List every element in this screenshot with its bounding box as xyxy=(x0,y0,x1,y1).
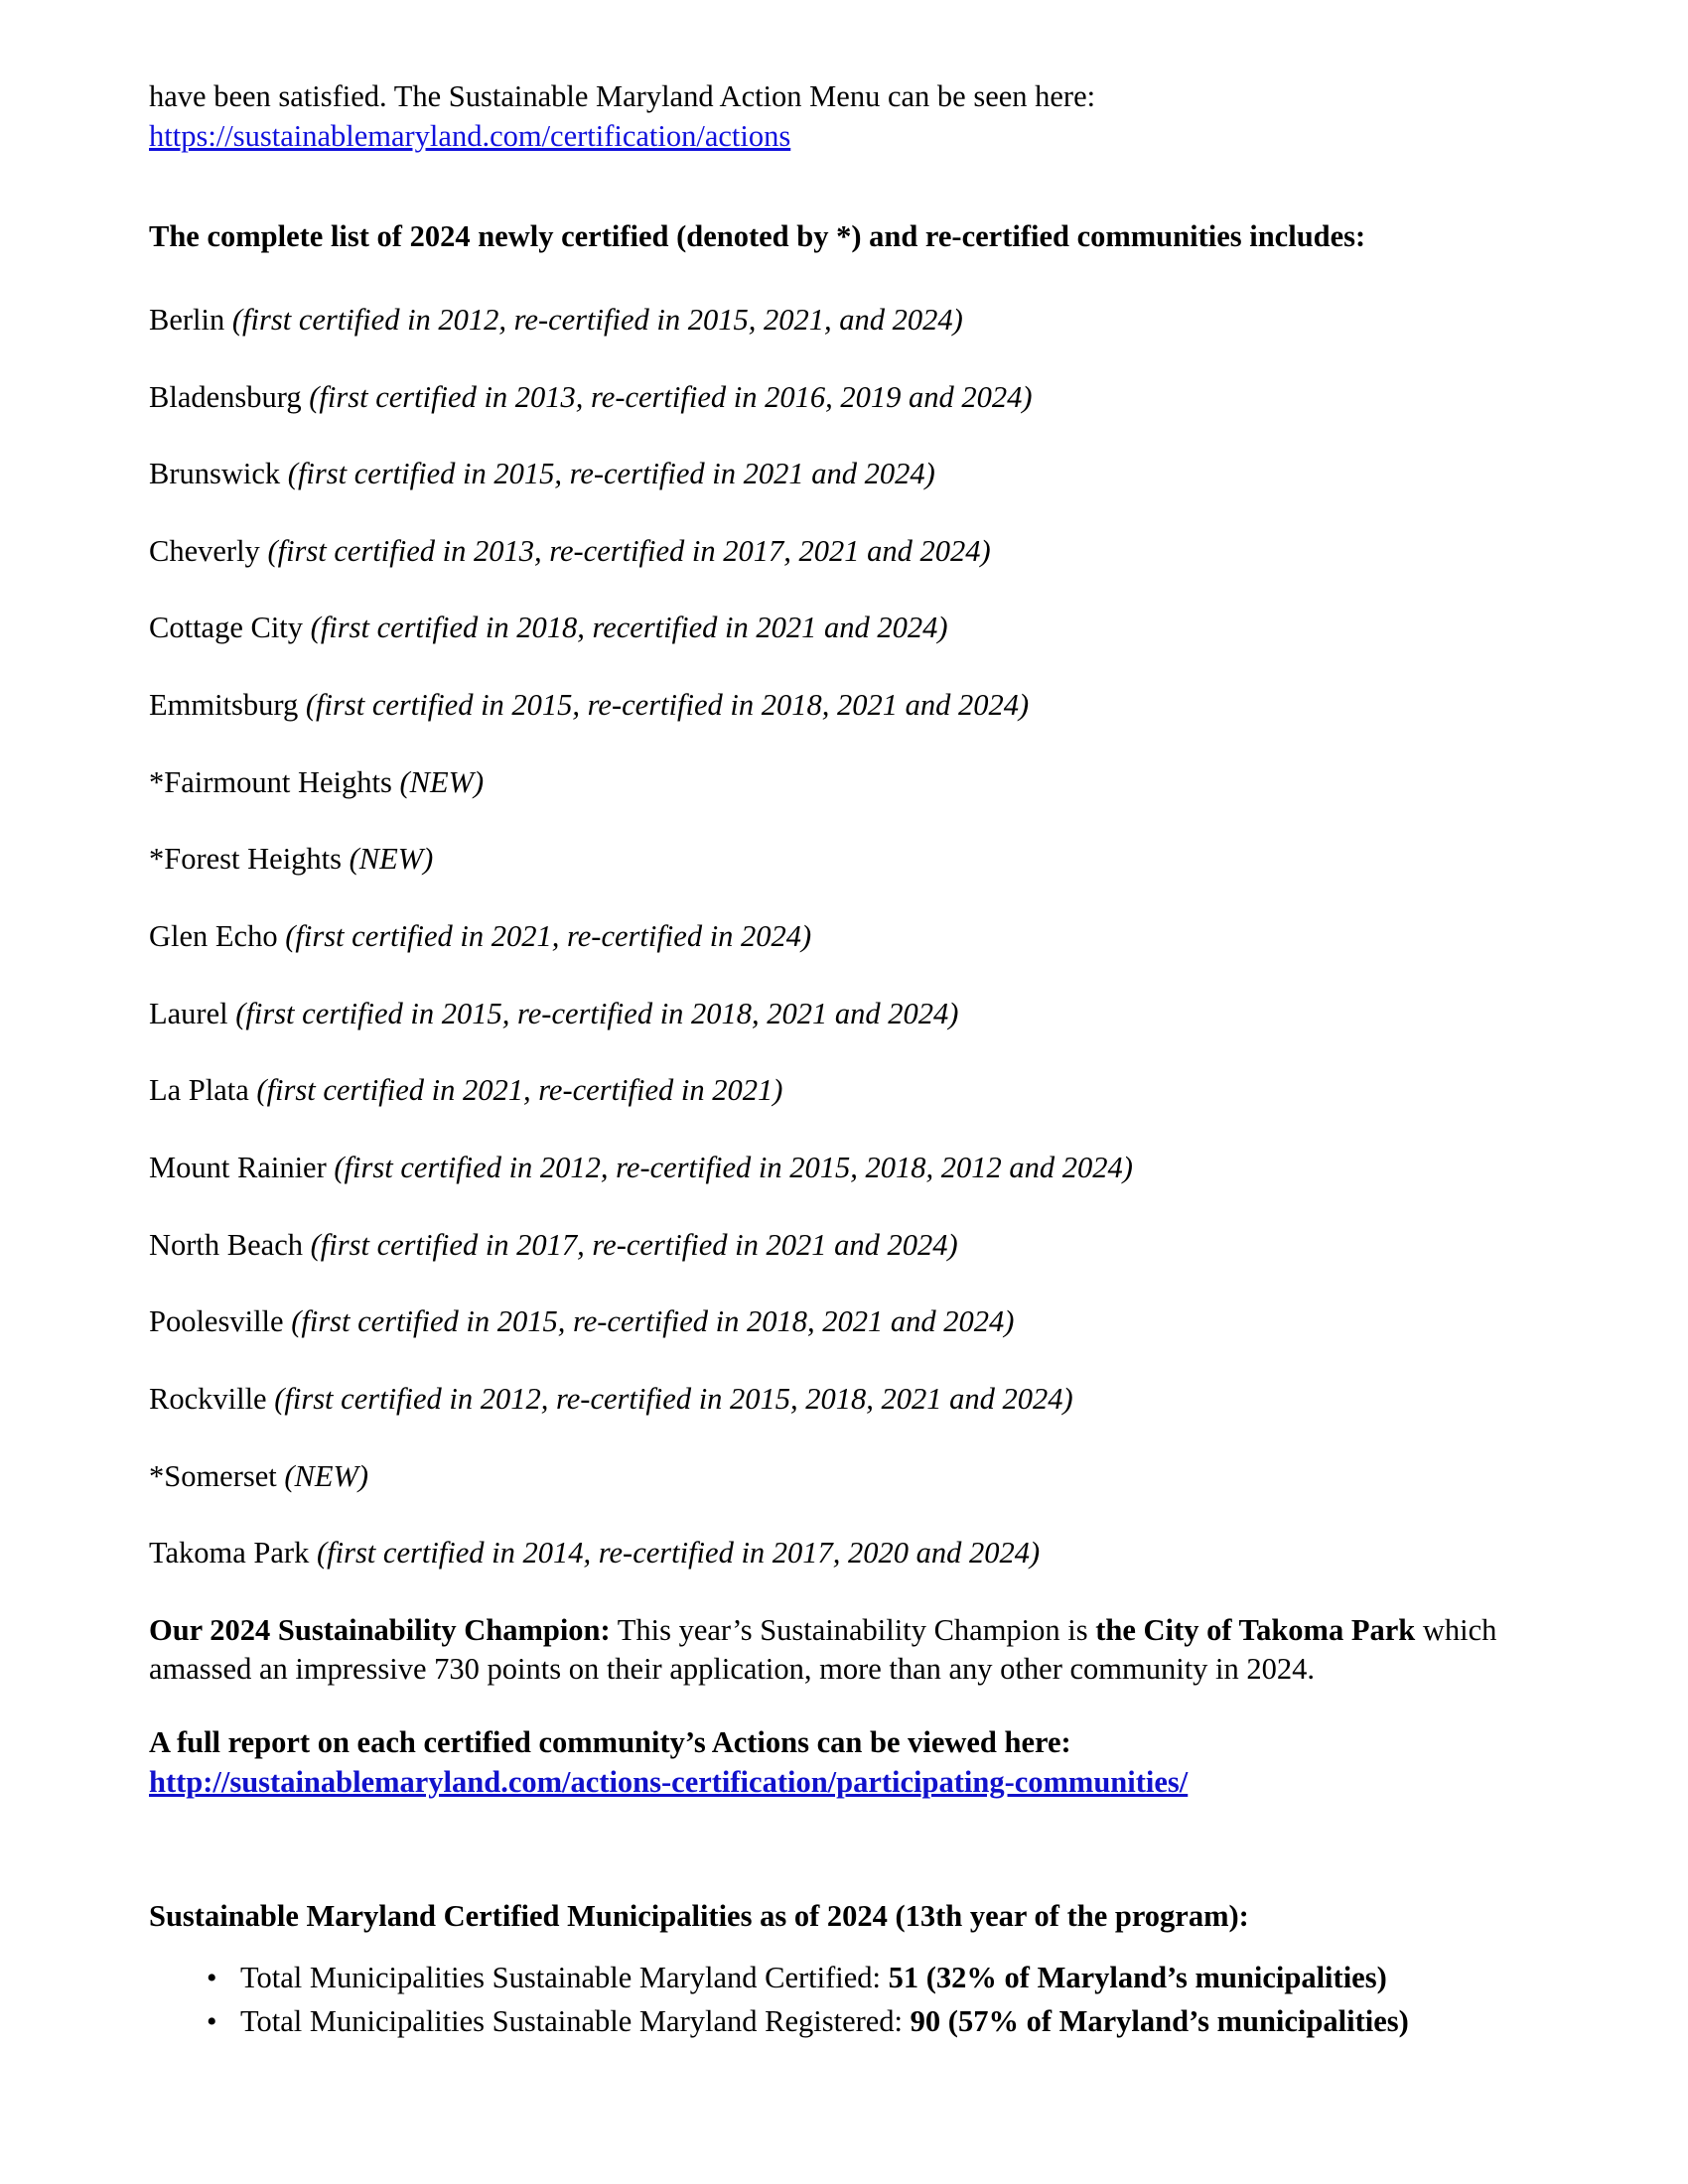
community-detail: (first certified in 2015, re-certified in 2021 and 2024) xyxy=(287,457,935,491)
community-detail: (NEW) xyxy=(284,1458,369,1493)
intro-text: have been satisfied. The Sustainable Maryland Action Menu can be seen here: xyxy=(149,79,1096,113)
bullet-icon: • xyxy=(207,1962,217,1995)
community-name: *Fairmount Heights xyxy=(149,764,392,799)
community-name: North Beach xyxy=(149,1227,303,1262)
participating-communities-link[interactable]: http://sustainablemaryland.com/actions-certification/participating-communities/ xyxy=(149,1764,1189,1799)
community-detail: (first certified in 2021, re-certified in 2024) xyxy=(285,919,812,954)
community-detail: (first certified in 2012, re-certified in 2015, 2018, 2012 and 2024) xyxy=(334,1150,1133,1184)
community-detail: (first certified in 2013, re-certified in 2016, 2019 and 2024) xyxy=(309,379,1033,414)
stat-value: 51 (32% of Maryland’s municipalities) xyxy=(888,1961,1387,1995)
intro-link-line xyxy=(149,117,1539,157)
list-item xyxy=(149,455,1539,494)
community-name: Cheverly xyxy=(149,533,260,568)
list-item xyxy=(149,1457,1539,1497)
community-name: Mount Rainier xyxy=(149,1150,327,1184)
list-item xyxy=(149,1071,1539,1111)
list-item xyxy=(149,1226,1539,1266)
list-item xyxy=(149,763,1539,803)
community-detail: (first certified in 2014, re-certified in 2017, 2020 and 2024) xyxy=(316,1536,1041,1570)
list-item xyxy=(149,1149,1539,1188)
community-name: Poolesville xyxy=(149,1304,284,1339)
community-list xyxy=(149,301,1539,1573)
community-name: Laurel xyxy=(149,996,228,1030)
stat-value: 90 (57% of Maryland’s municipalities) xyxy=(910,2003,1409,2038)
action-menu-link[interactable]: https://sustainablemaryland.com/certification/actions xyxy=(149,118,791,153)
champion-text-before: This year’s Sustainability Champion is xyxy=(610,1612,1096,1647)
list-item xyxy=(149,840,1539,880)
community-detail: (NEW) xyxy=(399,764,485,799)
list-item xyxy=(149,686,1539,726)
list-item xyxy=(149,1534,1539,1573)
community-detail: (first certified in 2017, re-certified in 2021 and 2024) xyxy=(310,1227,958,1262)
champion-highlight: the City of Takoma Park xyxy=(1095,1612,1416,1647)
stats-list xyxy=(149,1959,1539,2041)
community-name: Bladensburg xyxy=(149,379,302,414)
stat-label: Total Municipalities Sustainable Maryland Certified: xyxy=(240,1961,889,1995)
community-name: La Plata xyxy=(149,1073,249,1108)
community-detail: (first certified in 2021, re-certified in 2021) xyxy=(256,1073,783,1108)
champion-text-after: which amassed an impressive 730 points on their application, more than any other community in 2024. xyxy=(149,1612,1497,1687)
list-item xyxy=(149,609,1539,648)
intro-paragraph xyxy=(149,77,1539,117)
list-item xyxy=(149,917,1539,957)
list-item xyxy=(207,2002,1521,2042)
list-item xyxy=(149,301,1539,341)
community-name: Emmitsburg xyxy=(149,688,299,723)
community-name: Berlin xyxy=(149,302,225,337)
community-detail: (first certified in 2012, re-certified in 2015, 2018, 2021 and 2024) xyxy=(274,1381,1073,1416)
champion-paragraph xyxy=(149,1611,1519,1690)
report-heading: A full report on each certified community’s Actions can be viewed here: xyxy=(149,1725,1071,1760)
community-name: Glen Echo xyxy=(149,919,278,954)
report-link-line xyxy=(149,1763,1539,1803)
bullet-icon: • xyxy=(207,2004,217,2038)
community-detail: (first certified in 2013, re-certified in 2017, 2021 and 2024) xyxy=(267,533,991,568)
list-item xyxy=(149,532,1539,572)
community-name: *Somerset xyxy=(149,1458,277,1493)
community-name: Cottage City xyxy=(149,611,304,645)
stats-heading: Sustainable Maryland Certified Municipalities as of 2024 (13th year of the program): xyxy=(149,1899,1249,1934)
list-heading: The complete list of 2024 newly certified (denoted by *) and re-certified communities includes: xyxy=(149,219,1366,254)
community-detail: (NEW) xyxy=(349,842,434,877)
community-name: *Forest Heights xyxy=(149,842,343,877)
list-item xyxy=(149,995,1539,1034)
community-name: Brunswick xyxy=(149,457,281,491)
list-item xyxy=(149,1302,1539,1342)
community-detail: (first certified in 2012, re-certified in 2015, 2021, and 2024) xyxy=(231,302,963,337)
list-item xyxy=(207,1959,1521,1998)
community-name: Rockville xyxy=(149,1381,267,1416)
community-detail: (first certified in 2015, re-certified in 2018, 2021 and 2024) xyxy=(291,1304,1015,1339)
community-detail: (first certified in 2015, re-certified in 2018, 2021 and 2024) xyxy=(235,996,959,1030)
community-name: Takoma Park xyxy=(149,1536,310,1570)
list-item xyxy=(149,1380,1539,1420)
list-item xyxy=(149,378,1539,418)
champion-label: Our 2024 Sustainability Champion: xyxy=(149,1612,611,1647)
stat-label: Total Municipalities Sustainable Maryland Registered: xyxy=(240,2003,911,2038)
community-detail: (first certified in 2018, recertified in 2021 and 2024) xyxy=(310,611,948,645)
community-detail: (first certified in 2015, re-certified in 2018, 2021 and 2024) xyxy=(305,688,1030,723)
